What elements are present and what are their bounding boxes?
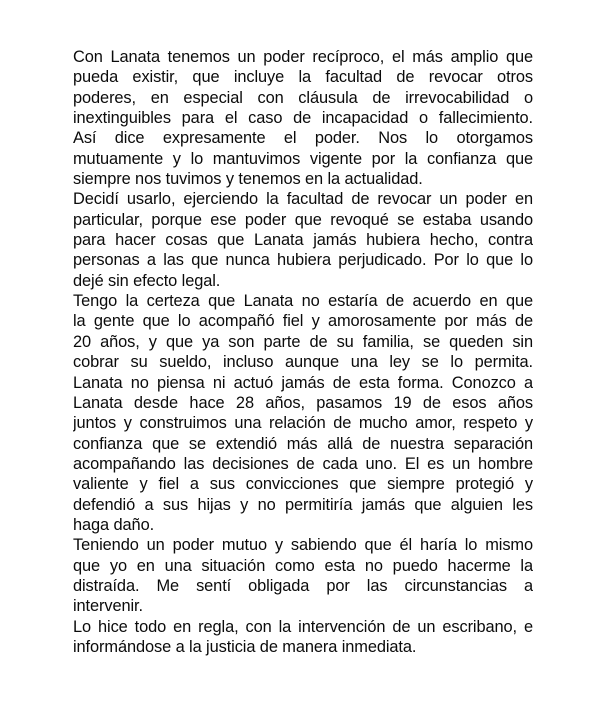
text-line: cobrar su sueldo, incluso aunque una ley se lo permita. bbox=[73, 353, 533, 372]
text-line: Decidí usarlo, ejerciendo la facultad de revocar un poder en bbox=[73, 190, 533, 209]
text-line: juntos y construimos una relación de mucho amor, respeto y bbox=[73, 414, 533, 433]
text-line: particular, porque ese poder que revoqué se estaba usando bbox=[73, 210, 533, 229]
text-line: distraída. Me sentí obligada por las circunstancias a bbox=[73, 576, 533, 595]
text-line: intervenir. bbox=[73, 597, 143, 616]
text-line: poderes, en especial con cláusula de irrevocabilidad o bbox=[73, 88, 533, 107]
text-line: Así dice expresamente el poder. Nos lo otorgamos bbox=[73, 129, 533, 148]
text-line: haga daño. bbox=[73, 515, 155, 534]
text-line: informándose a la justicia de manera inmediata. bbox=[73, 637, 417, 656]
text-line: 20 años, y que ya son parte de su familia, se queden sin bbox=[73, 332, 533, 351]
text-line: confianza que se extendió más allá de nuestra separación bbox=[73, 434, 533, 453]
text-line: la gente que lo acompañó fiel y amorosamente por más de bbox=[73, 312, 533, 331]
text-line: Con Lanata tenemos un poder recíproco, el más amplio que bbox=[73, 48, 533, 66]
text-line: dejé sin efecto legal. bbox=[73, 271, 221, 290]
text-line: inextinguibles para el caso de incapacidad o fallecimiento. bbox=[73, 109, 533, 128]
text-line: Lo hice todo en regla, con la intervención de un escribano, e bbox=[73, 617, 533, 636]
text-line: siempre nos tuvimos y tenemos en la actualidad. bbox=[73, 170, 423, 189]
text-line: mutuamente y lo mantuvimos vigente por la confianza que bbox=[73, 149, 533, 168]
text-line: para hacer cosas que Lanata jamás hubiera hecho, contra bbox=[73, 231, 533, 250]
paragraph bbox=[73, 617, 533, 658]
paragraph bbox=[73, 535, 533, 616]
text-line: que yo en una situación como esta no puedo hacerme la bbox=[73, 556, 533, 575]
text-line: Lanata desde hace 28 años, pasamos 19 de esos años bbox=[73, 393, 533, 412]
text-line: valiente y fiel a sus convicciones que siempre protegió y bbox=[73, 475, 533, 494]
text-line: Tengo la certeza que Lanata no estaría de acuerdo en que bbox=[73, 292, 533, 311]
document-page bbox=[73, 47, 533, 657]
text-line: pueda existir, que incluye la facultad de revocar otros bbox=[73, 68, 533, 87]
paragraph bbox=[73, 291, 533, 535]
paragraph bbox=[73, 189, 533, 291]
text-line: Teniendo un poder mutuo y sabiendo que él haría lo mismo bbox=[73, 536, 533, 555]
text-line: Lanata no piensa ni actuó jamás de esta forma. Conozco a bbox=[73, 373, 533, 392]
text-line: personas a las que nunca hubiera perjudicado. Por lo que lo bbox=[73, 251, 533, 270]
text-line: defendió a sus hijas y no permitiría jamás que alguien les bbox=[73, 495, 533, 514]
paragraph bbox=[73, 47, 533, 189]
text-line: acompañando las decisiones de cada uno. El es un hombre bbox=[73, 454, 533, 473]
